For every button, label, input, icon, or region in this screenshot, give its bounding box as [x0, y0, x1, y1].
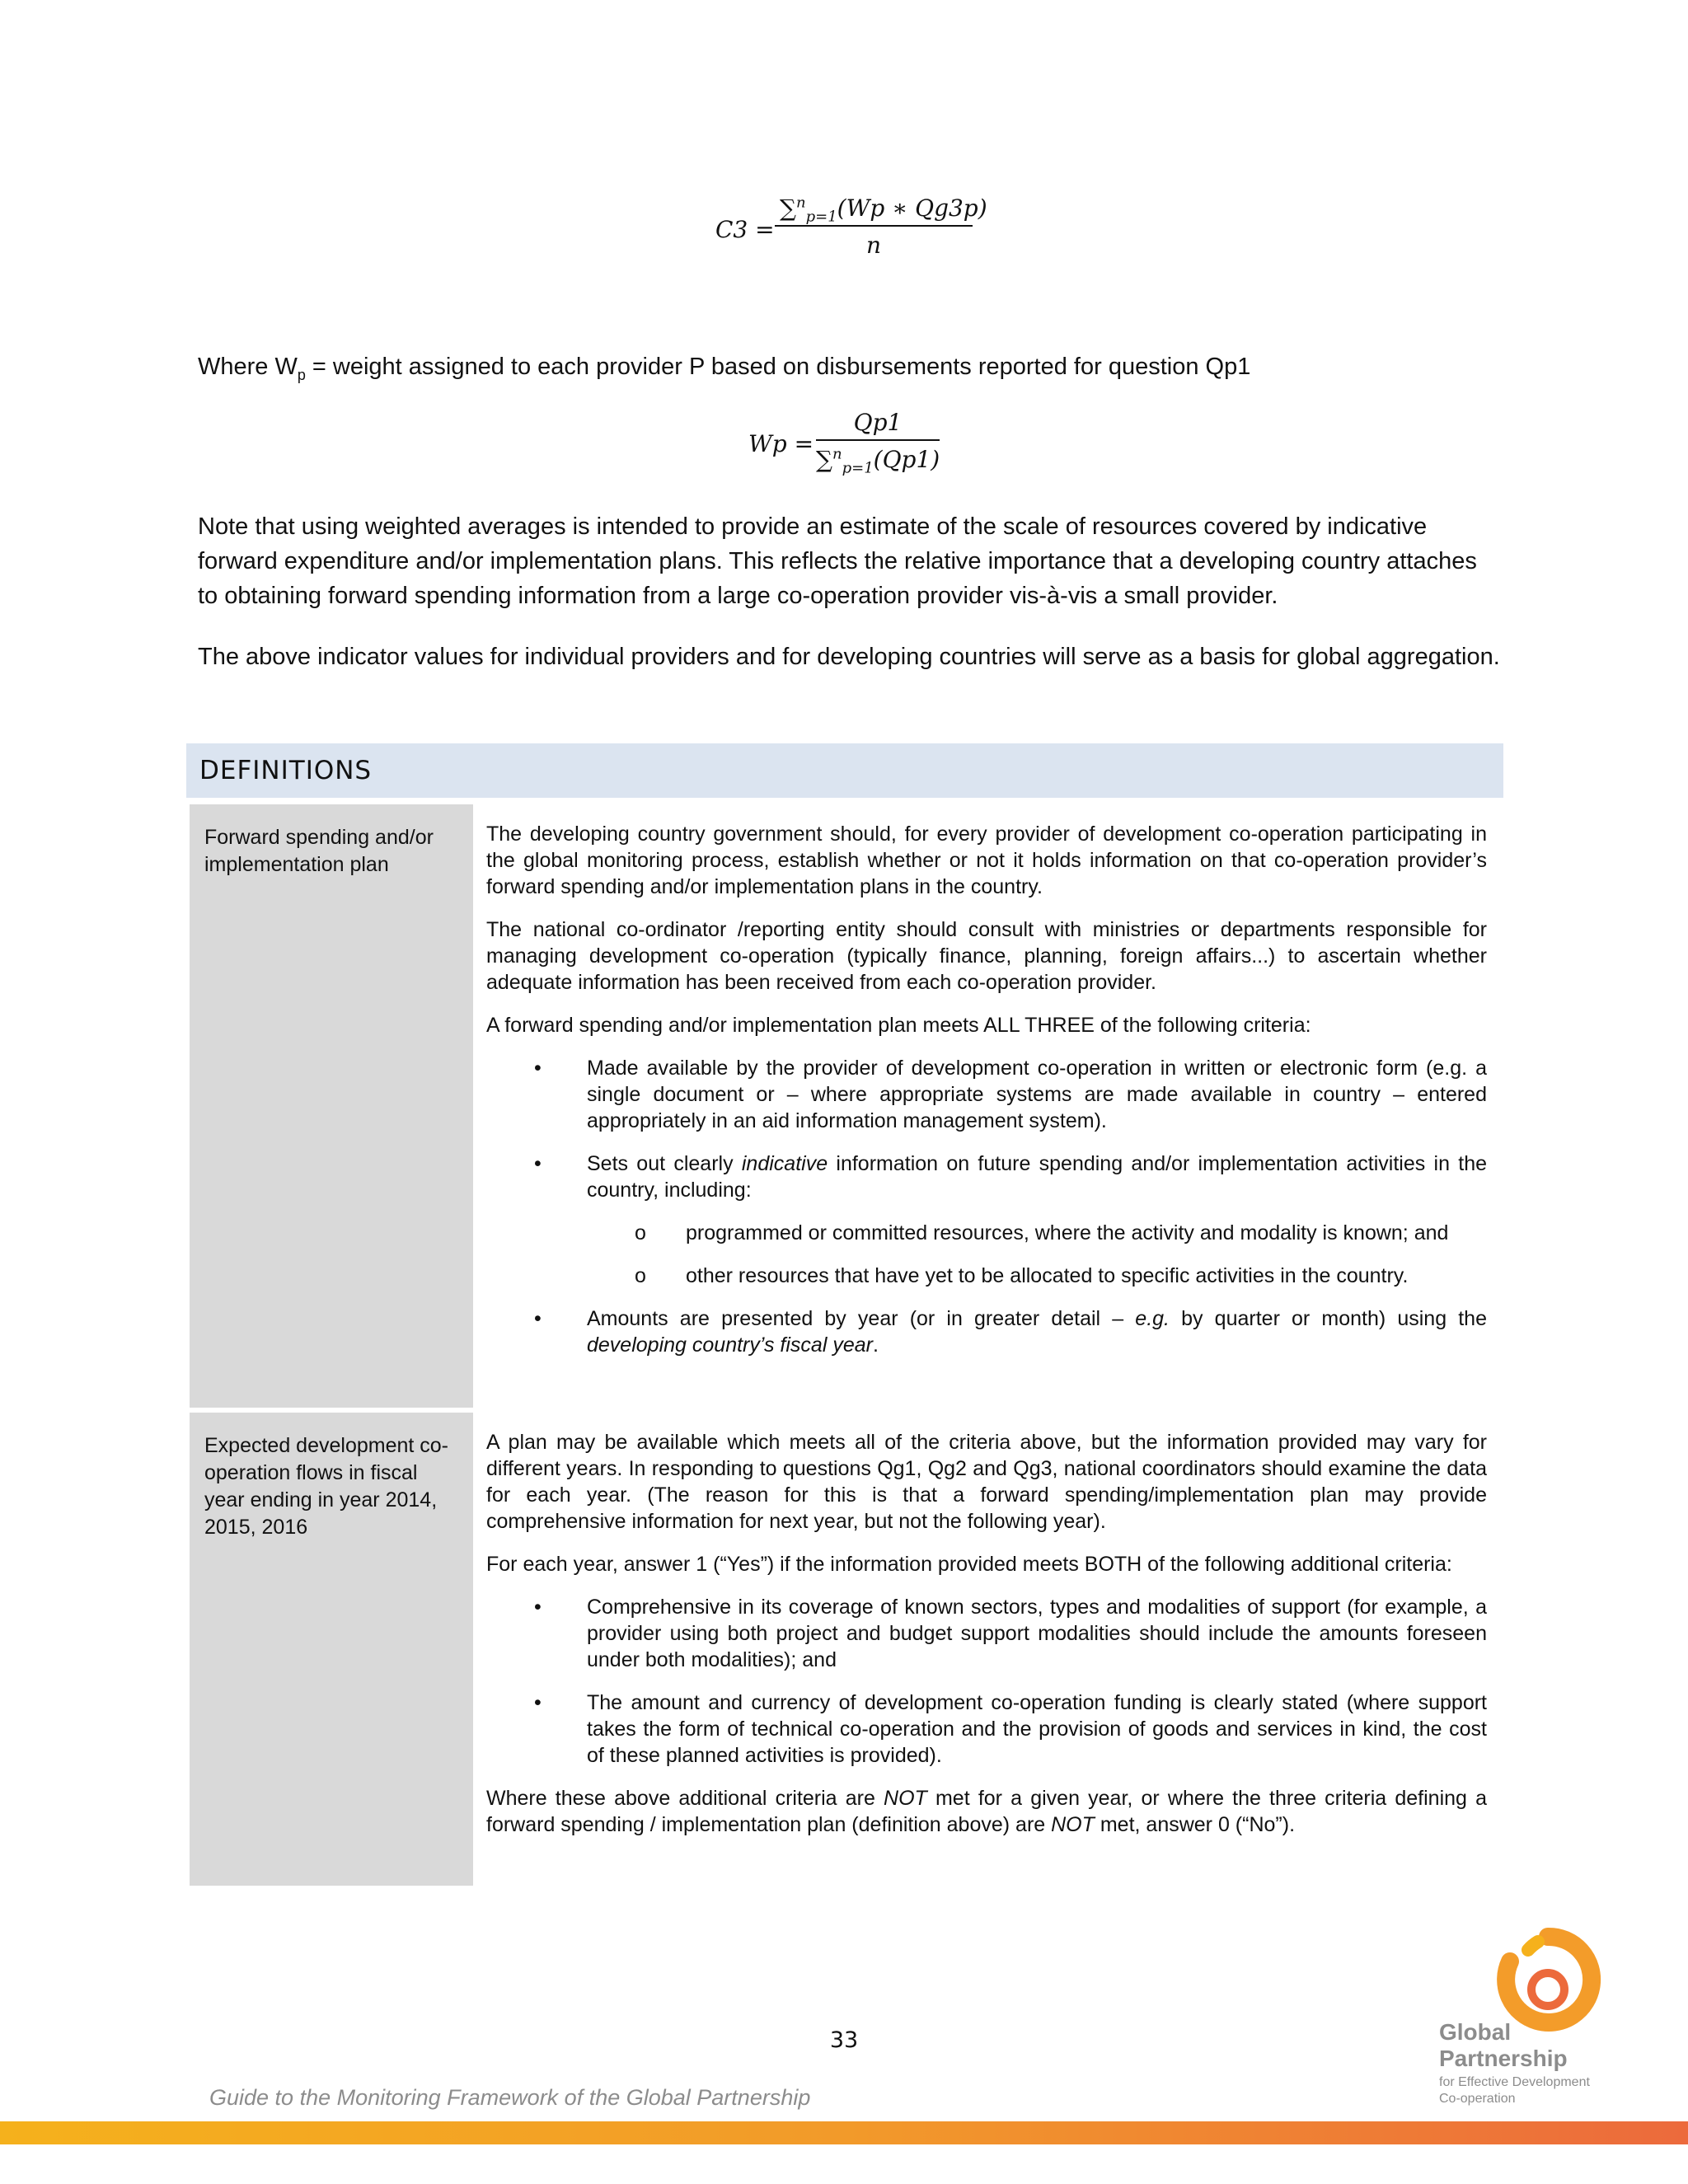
where-line: Where $W_p$ = weight assigned to each provider P based on disbursements reported for question Qp1 — [198, 354, 1251, 383]
criteria-bullet: • Comprehensive in its coverage of known sectors, types and modalities of support (for example, a provider using both project and budget support modalities should include the amounts foreseen under both modalities); and — [534, 1596, 1487, 1671]
criteria-bullet: • Amounts are presented by year (or in greater detail – e.g. by quarter or month) using the developing country’s fiscal year. — [534, 1307, 1487, 1357]
definition-paragraph: A plan may be available which meets all of the criteria above, but the information provided may vary for different years. In responding to questions Qg1, Qg2 and Qg3, national coordinators should examine the data for each year. (The reason for this is that a forward spending/implementation plan may provide comprehensive information for next year, but not the following year). — [486, 1431, 1487, 1533]
definition-desc-expected-flows — [486, 1429, 1487, 1854]
formula-wp-numerator: Qp1 — [816, 409, 940, 441]
definition-paragraph: The developing country government should, for every provider of development co-operation participating in the global monitoring process, establish whether or not it holds information on that co-operation provider’s forward spending and/or implementation plans in the country. — [486, 823, 1487, 898]
definition-term-forward-spending: Forward spending and/or implementation plan — [190, 804, 473, 1408]
definition-paragraph: A forward spending and/or implementation plan meets ALL THREE of the following criteria: — [486, 1014, 1311, 1037]
logo-text-tagline-1: for Effective Development — [1439, 2075, 1590, 2089]
bullet-icon: • — [534, 1057, 542, 1080]
bullet-icon: • — [534, 1152, 542, 1175]
criteria-bullet: • Sets out clearly indicative information on future spending and/or implementation activities in the country, including: — [534, 1152, 1488, 1202]
definition-paragraph: The national co-ordinator /reporting entity should consult with ministries or departments responsible for managing development co-operation (typically finance, planning, foreign affairs...) to ascertain whether adequate information has been received from each co-operation provider. — [486, 918, 1487, 994]
paragraph-weighted-averages: Note that using weighted averages is intended to provide an estimate of the scale of resources covered by indicative forward expenditure and/or implementation plans. This reflects the relative importance that a developing country attaches to obtaining forward spending information from a large co-operation provider vis-à-vis a small provider. — [198, 513, 1477, 609]
logo-text-tagline-2: Co-operation — [1439, 2092, 1516, 2106]
formula-c3-lhs: C3 = — [715, 216, 775, 243]
footer-gradient-bar — [0, 2121, 1688, 2144]
logo-text-partnership: Partnership — [1439, 2046, 1568, 2071]
formula-wp-fraction — [816, 409, 940, 477]
definitions-header: DEFINITIONS — [186, 743, 1503, 798]
logo-text-global: Global — [1439, 2019, 1512, 2045]
subbullet-icon: o — [635, 1264, 646, 1287]
definition-paragraph: For each year, answer 1 (“Yes”) if the information provided meets BOTH of the following additional criteria: — [486, 1553, 1452, 1576]
definition-desc-forward-spending — [486, 821, 1487, 1375]
paragraph-indicator-values: The above indicator values for individual providers and for developing countries will serve as a basis for global aggregation. — [198, 644, 1500, 670]
formula-wp-lhs: Wp = — [748, 430, 814, 457]
criteria-bullet: • Made available by the provider of development co-operation in written or electronic form (e.g. a single document or – where appropriate systems are made available in country – entered appropriately in an aid information management system). — [534, 1057, 1487, 1132]
criteria-subbullet: o other resources that have yet to be allocated to specific activities in the country. — [635, 1264, 1409, 1287]
subbullet-icon: o — [635, 1221, 646, 1244]
page-number: 33 — [829, 2027, 859, 2053]
definition-paragraph: Where these above additional criteria are NOT met for a given year, or where the three criteria defining a forward spending / implementation plan (definition above) are NOT met, answer 0 (“No”). — [486, 1787, 1487, 1836]
formula-c3-numerator: ∑$^n_{p=1}$(Wp ∗ Qg3p) — [775, 194, 973, 227]
bullet-icon: • — [534, 1691, 542, 1714]
formula-c3-fraction — [775, 194, 987, 259]
bullet-icon: • — [534, 1307, 542, 1330]
footer-title: Guide to the Monitoring Framework of the Global Partnership — [209, 2085, 811, 2110]
criteria-bullet: • The amount and currency of development co-operation funding is clearly stated (where support takes the form of technical co-operation and the provision of goods and services in kind, the cost of these planned activities is provided). — [534, 1691, 1487, 1767]
criteria-subbullet: o programmed or committed resources, where the activity and modality is known; and — [635, 1221, 1449, 1244]
definition-term-expected-flows: Expected development co-operation flows in fiscal year ending in year 2014, 2015, 2016 — [190, 1413, 473, 1886]
bullet-icon: • — [534, 1596, 542, 1619]
formula-c3-denominator: n — [865, 232, 882, 259]
formula-wp-denominator: ∑$^n_{p=1}$(Qp1) — [816, 445, 940, 477]
